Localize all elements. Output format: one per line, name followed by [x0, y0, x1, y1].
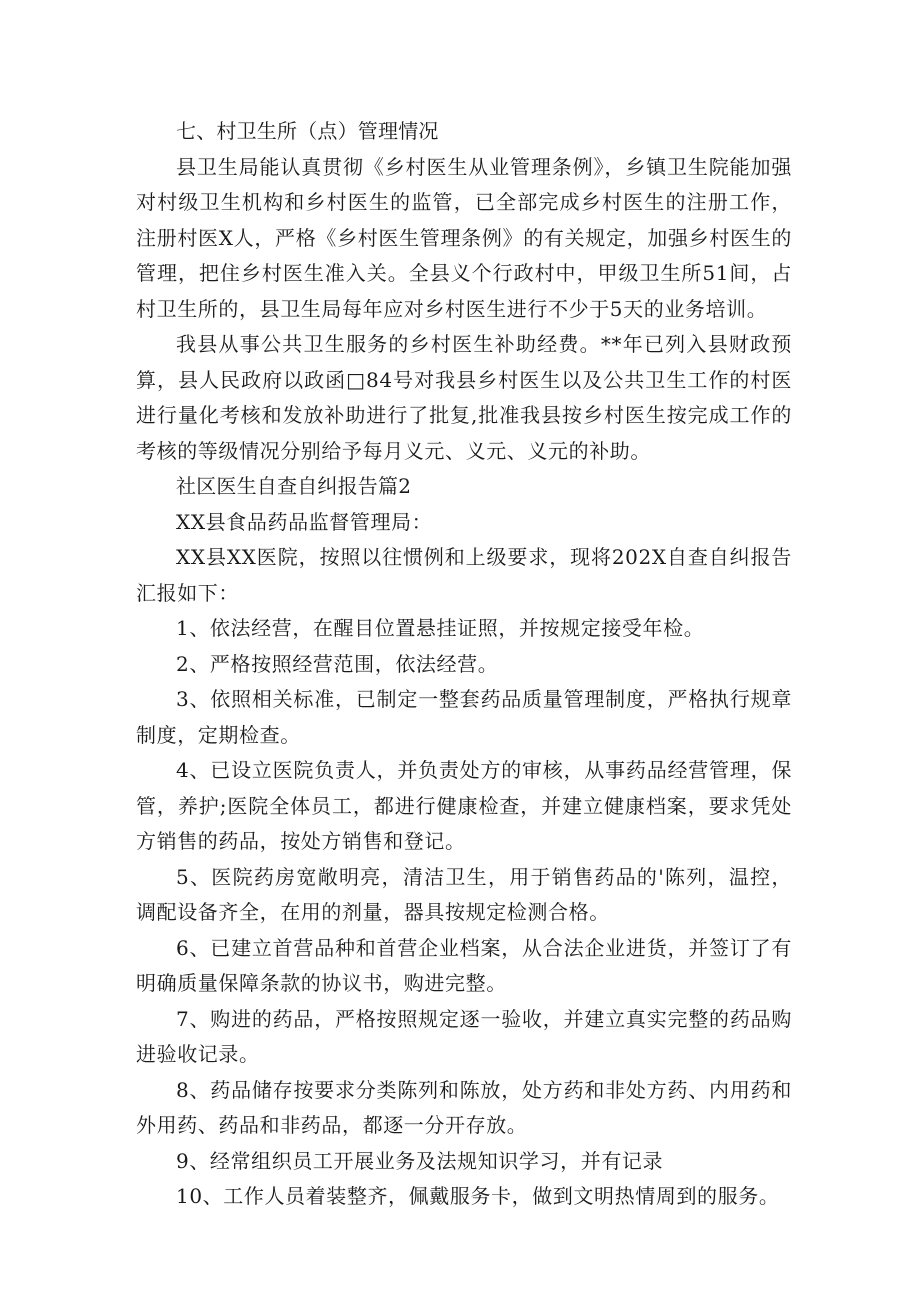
list-item-4: 4、已设立医院负责人，并负责处方的审核，从事药品经营管理，保管，养护;医院全体员工，都进行健康检查，并建立健康档案，要求凭处方销售的药品，按处方销售和登记。	[136, 758, 792, 853]
list-item-5: 5、医院药房宽敞明亮，清洁卫生，用于销售药品的'陈列，温控，调配设备齐全，在用的剂量，器具按规定检测合格。	[136, 864, 792, 924]
list-item-1: 1、依法经营，在醒目位置悬挂证照，并按规定接受年检。	[176, 616, 705, 640]
list-item-3: 3、依照相关标准，已制定一整套药品质量管理制度，严格执行规章制度，定期检查。	[136, 687, 792, 747]
list-item-9: 9、经常组织员工开展业务及法规知识学习，并有记录	[176, 1148, 664, 1173]
list-item-8: 8、药品储存按要求分类陈列和陈放，处方药和非处方药、内用药和外用药、药品和非药品，都逐一分开存放。	[136, 1077, 792, 1137]
list-item-6: 6、已建立首营品种和首营企业档案，从合法企业进货，并签订了有明确质量保障条款的协议书，购进完整。	[136, 935, 792, 995]
list-item-7: 7、购进的药品，严格按照规定逐一验收，并建立真实完整的药品购进验收记录。	[136, 1006, 792, 1066]
report-title-part-2: 社区医生自查自纠报告篇2	[176, 474, 412, 498]
section-heading-village-clinic: 七、村卫生所（点）管理情况	[176, 119, 439, 143]
report-intro: XX县XX医院，按照以往惯例和上级要求，现将202X自查自纠报告汇报如下：	[136, 545, 792, 605]
addressee: XX县食品药品监督管理局：	[176, 509, 433, 534]
list-item-10: 10、工作人员着装整齐，佩戴服务卡，做到文明热情周到的服务。	[176, 1184, 780, 1208]
list-item-2: 2、严格按照经营范围，依法经营。	[176, 651, 499, 676]
paragraph-village-doctor-management: 县卫生局能认真贯彻《乡村医生从业管理条例》，乡镇卫生院能加强对村级卫生机构和乡村医生的监管，已全部完成乡村医生的注册工作，注册村医X人，严格《乡村医生管理条例》的有关规定，加强乡村医生的管理，把住乡村医生准入关。全县义个行政村中，甲级卫生所51间，占村卫生所的，县卫生局每年应对乡村医生进行不少于5天的业务培训。	[136, 154, 792, 321]
document-body	[136, 114, 792, 1215]
paragraph-subsidy-funding: 我县从事公共卫生服务的乡村医生补助经费。**年已列入县财政预算，县人民政府以政函□84号对我县乡村医生以及公共卫生工作的村医进行量化考核和发放补助进行了批复,批准我县按乡村医生按完成工作的考核的等级情况分别给予每月义元、义元、义元的补助。	[136, 332, 792, 463]
